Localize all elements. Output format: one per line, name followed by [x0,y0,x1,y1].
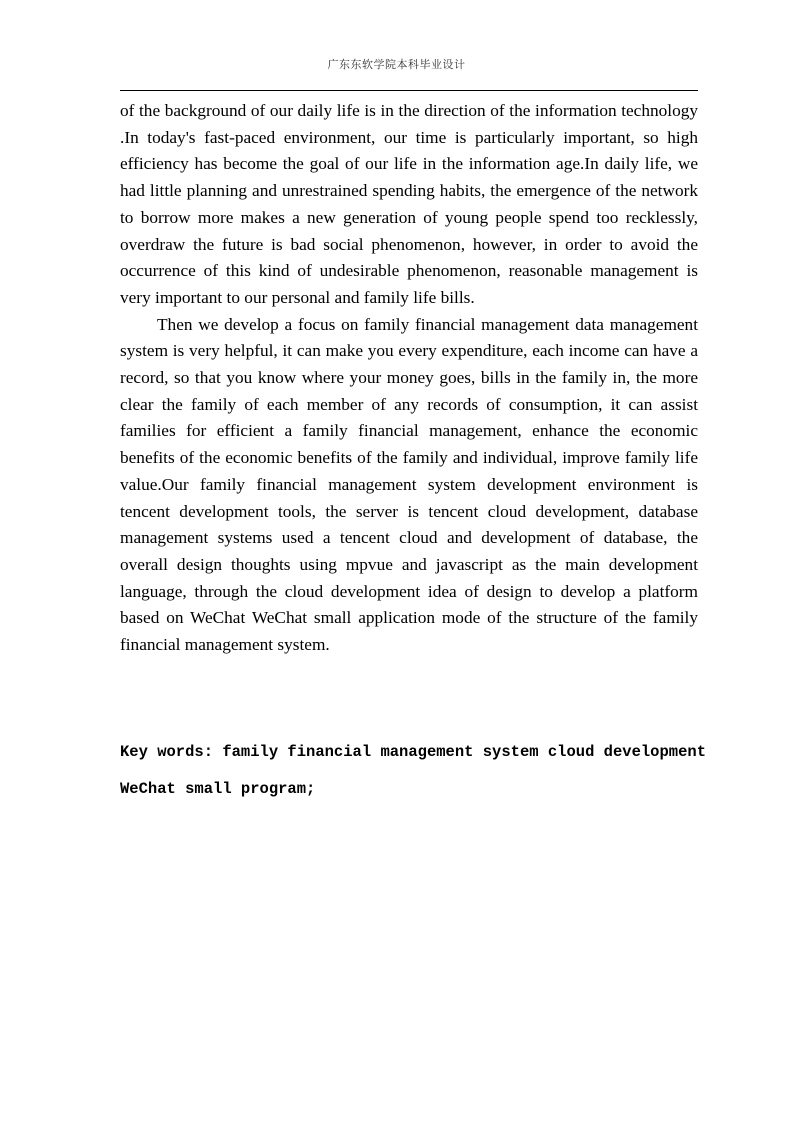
paragraph-development: Then we develop a focus on family financial management data management system is very helpful, it can make you every expenditure, each income can have a record, so that you know where your money goes, bills in the family in, the more clear the family of each member of any records of consumption, it can assist families for efficient a family financial management, enhance the economic benefits of the economic benefits of the family and individual, improve family life value.Our family financial management system development environment is tencent development tools, the server is tencent cloud development, database management systems used a tencent cloud and development of database, the overall design thoughts using mpvue and javascript as the main development language, through the cloud development idea of design to develop a platform based on WeChat WeChat small application mode of the structure of the family financial management system. [120,314,698,655]
keywords-line-1: Key words: family financial management system cloud development [120,743,706,761]
page-header: 广东东软学院本科毕业设计 [327,58,466,71]
keywords-line-2: WeChat small program; [120,780,316,798]
keywords-section [120,734,710,808]
paragraph-continued: of the background of our daily life is in the direction of the information technology .In today's fast-paced environment, our time is particularly important, so high efficiency has become the goal of our life in the information age.In daily life, we had little planning and unrestrained spending habits, the emergence of the network to borrow more makes a new generation of young people spend too recklessly, overdraw the future is bad social phenomenon, however, in order to avoid the occurrence of this kind of undesirable phenomenon, reasonable management is very important to our personal and family life bills. [120,101,698,307]
header-divider [120,90,698,91]
abstract-body [120,98,698,659]
